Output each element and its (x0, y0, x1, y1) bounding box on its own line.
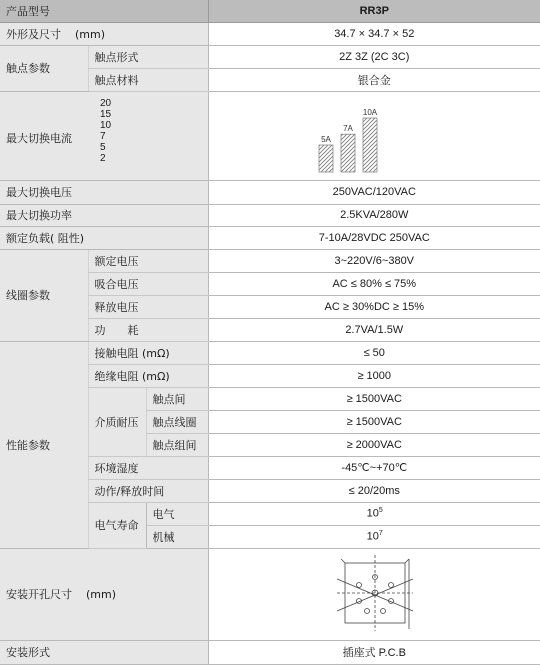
chart-bar (341, 134, 355, 172)
contact-resistance-label: 接触电阻 (mΩ) (88, 341, 208, 364)
mounting-hole-unit: (mm) (86, 588, 116, 601)
chart-bar-label: 5A (321, 135, 331, 144)
max-voltage-value: 250VAC/120VAC (208, 180, 540, 204)
chart-bar-label: 10A (362, 108, 377, 117)
life-electrical-base: 10 (367, 508, 379, 520)
dimensions-row (0, 22, 540, 45)
mounting-hole-drawing-cell (208, 548, 540, 640)
chart-bar (319, 145, 333, 172)
dielectric-label: 介质耐压 (88, 387, 146, 456)
max-current-row (0, 91, 540, 180)
life-electrical-value (209, 503, 540, 526)
life-mechanical-label: 机械 (147, 526, 209, 548)
action-time-label: 动作/释放时间 (88, 479, 208, 502)
max-voltage-row (0, 180, 540, 204)
life-electrical-exp: 5 (379, 507, 383, 514)
contact-material-label: 触点材料 (88, 68, 208, 91)
life-values-cell (146, 502, 540, 548)
header-row (0, 0, 540, 22)
mounting-hole-diagram (209, 549, 540, 639)
mounting-value: 插座式 P.C.B (208, 640, 540, 664)
current-chart-cell (208, 91, 540, 180)
coil-item-value: 3~220V/6~380V (208, 249, 540, 272)
chart-bar (363, 118, 377, 172)
dielectric-item-value: ≥ 2000VAC (208, 433, 540, 456)
life-subtable (147, 503, 540, 548)
coil-item-label: 功 耗 (88, 318, 208, 341)
dielectric-item-value: ≥ 1500VAC (208, 387, 540, 410)
coil-item-label: 吸合电压 (88, 272, 208, 295)
dielectric-item-label: 触点线圈 (146, 410, 208, 433)
tick-label: 7 (100, 131, 111, 142)
ambient-temp-label: 环境湿度 (88, 456, 208, 479)
model-value: RR3P (208, 0, 540, 22)
contact-material-value: 银合金 (208, 68, 540, 91)
dimensions-unit: (mm) (75, 28, 105, 41)
dimension-line (405, 559, 409, 563)
header-label: 产品型号 (0, 0, 208, 22)
rated-load-label: 额定负载( 阻性) (0, 226, 208, 249)
life-mechanical-row (147, 526, 540, 548)
contact-form-label: 触点形式 (88, 45, 208, 68)
life-label: 电气寿命 (88, 502, 146, 548)
dielectric-item-label: 触点间 (146, 387, 208, 410)
life-electrical-row (147, 503, 540, 526)
contact-form-value: 2Z 3Z (2C 3C) (208, 45, 540, 68)
max-power-label: 最大切换功率 (0, 204, 208, 226)
insulation-resistance-value: ≥ 1000 (208, 364, 540, 387)
tick-label: 10 (100, 120, 111, 131)
contact-form-row (0, 45, 540, 68)
coil-row (0, 249, 540, 272)
life-electrical-label: 电气 (147, 503, 209, 526)
performance-row (0, 341, 540, 364)
pin-hole (388, 583, 393, 588)
mounting-label: 安装形式 (0, 640, 208, 664)
tick-label: 5 (100, 142, 111, 153)
max-power-row (0, 204, 540, 226)
rated-load-row (0, 226, 540, 249)
tick-label: 2 (100, 153, 111, 164)
dimensions-value: 34.7 × 34.7 × 52 (208, 22, 540, 45)
pin-hole (364, 609, 369, 614)
coil-item-value: 2.7VA/1.5W (208, 318, 540, 341)
mounting-hole-row (0, 548, 540, 640)
dielectric-item-value: ≥ 1500VAC (208, 410, 540, 433)
current-scale (100, 98, 111, 164)
max-current-label: 最大切换电流 (6, 130, 72, 146)
contact-resistance-value: ≤ 50 (208, 341, 540, 364)
ambient-temp-value: -45℃~+70℃ (208, 456, 540, 479)
action-time-value: ≤ 20/20ms (208, 479, 540, 502)
mounting-hole-label-cell (0, 548, 208, 640)
mounting-row (0, 640, 540, 664)
coil-label: 线圈参数 (0, 249, 88, 341)
coil-item-value: AC ≥ 30%DC ≥ 15% (208, 295, 540, 318)
tick-label: 15 (100, 109, 111, 120)
coil-item-value: AC ≤ 80% ≤ 75% (208, 272, 540, 295)
dimension-line (341, 559, 345, 563)
life-mechanical-exp: 7 (379, 530, 383, 537)
life-mechanical-base: 10 (367, 531, 379, 543)
max-power-value: 2.5KVA/280W (208, 204, 540, 226)
performance-label: 性能参数 (0, 341, 88, 548)
pin-hole (356, 583, 361, 588)
rated-load-value: 7-10A/28VDC 250VAC (208, 226, 540, 249)
max-current-label-cell (0, 91, 208, 180)
pin-hole (380, 609, 385, 614)
tick-label: 20 (100, 98, 111, 109)
coil-item-label: 额定电压 (88, 249, 208, 272)
life-mechanical-value (209, 526, 540, 548)
dielectric-item-label: 触点组间 (146, 433, 208, 456)
insulation-resistance-label: 绝缘电阻 (mΩ) (88, 364, 208, 387)
dimensions-label: 外形及尺寸 (6, 28, 61, 41)
mounting-hole-label: 安装开孔尺寸 (6, 588, 72, 601)
coil-item-label: 释放电压 (88, 295, 208, 318)
contact-params-label: 触点参数 (0, 45, 88, 91)
current-bar-chart (209, 92, 540, 180)
dimensions-label-cell (0, 22, 208, 45)
max-voltage-label: 最大切换电压 (0, 180, 208, 204)
chart-bar-label: 7A (343, 124, 353, 133)
